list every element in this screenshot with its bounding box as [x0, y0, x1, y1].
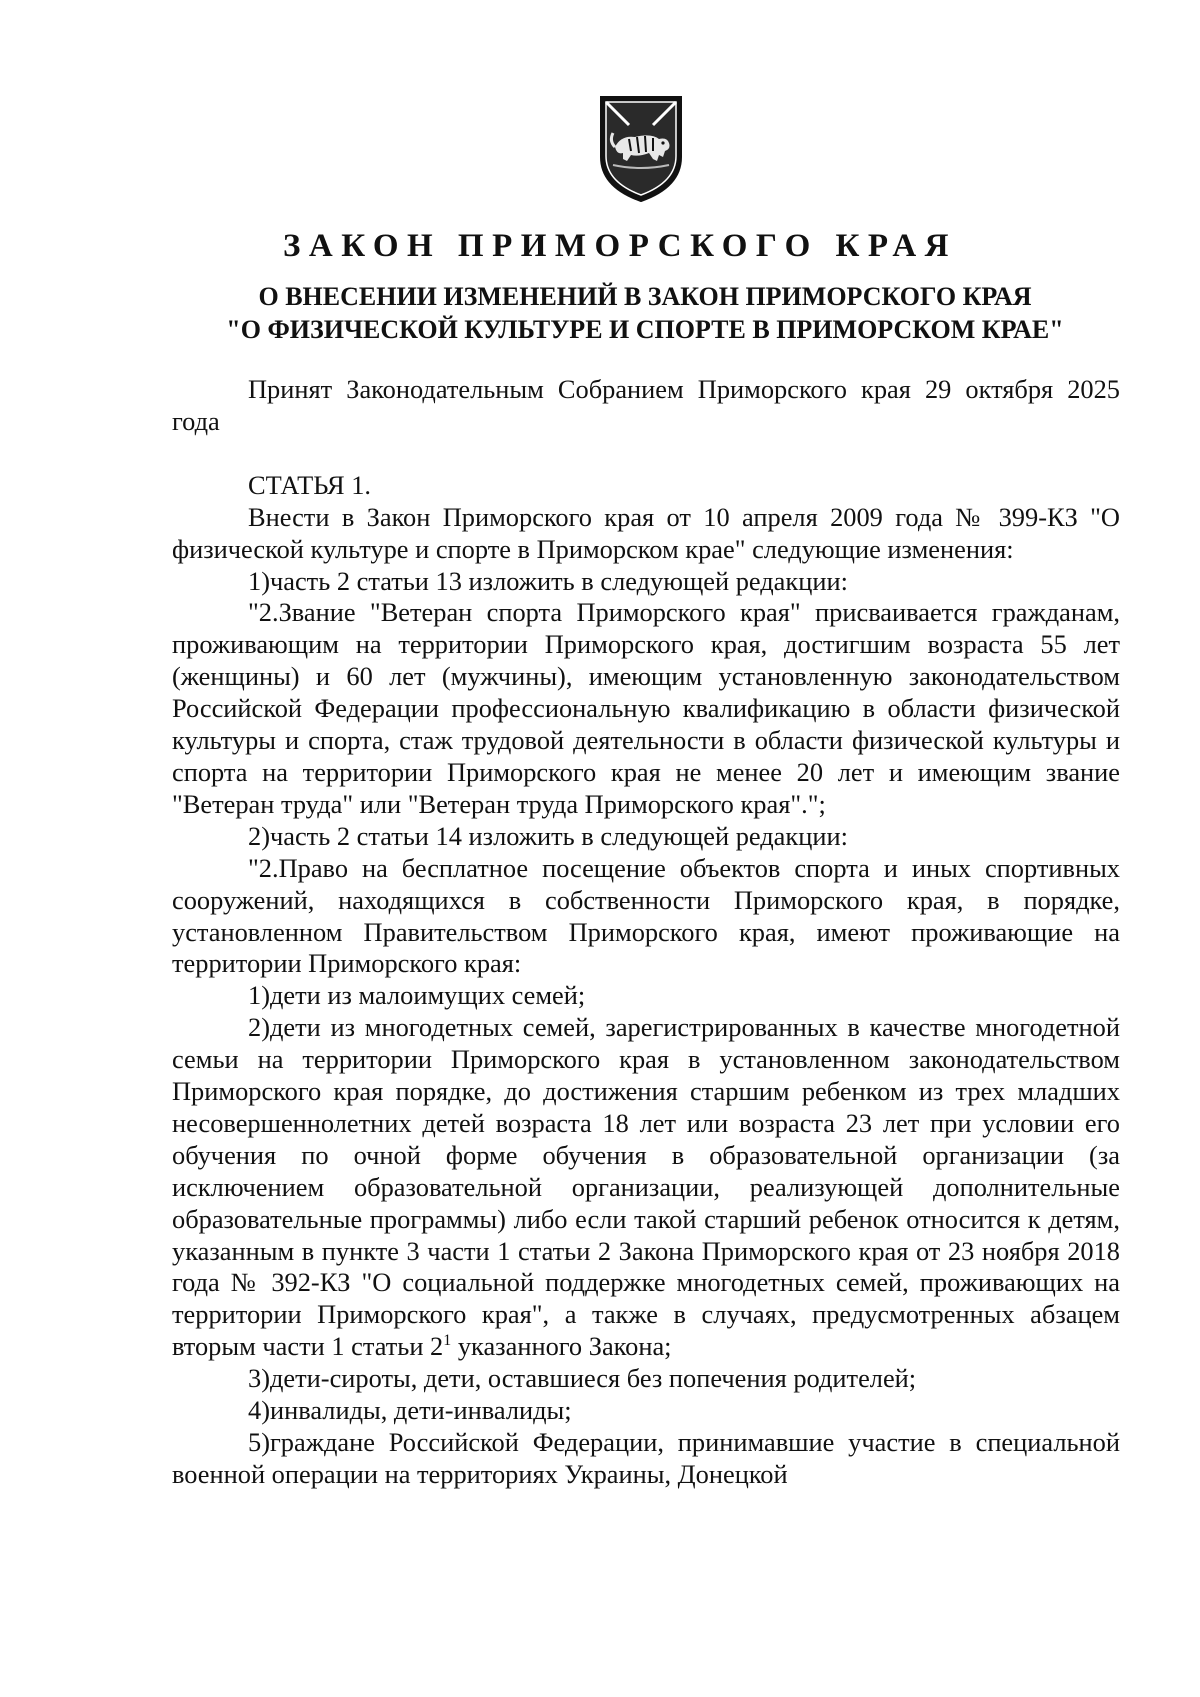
subitem-2-text: 2)дети из многодетных семей, зарегистрированных в качестве многодетной семьи на территории Приморского края в установленном законодательством Приморского края порядке, до достижения старшим ребенком из трех младших несовершеннолетних детей возраста 18 лет или возраста 23 лет при условии его обучения по очной форме обучения в образовательной организации (за исключением образовательной организации, реализующей дополнительные образовательные программы) либо если такой старший ребенок относится к детям, указанным в пункте 3 части 1 статьи 2 Закона Приморского края от 23 ноября 2018 года № 392-КЗ "О социальной поддержке многодетных семей, проживающих на территории Приморского края", а также в случаях, предусмотренных абзацем вторым части 1 статьи 2 [172, 1012, 1120, 1362]
subitem-2-tail: указанного Закона; [451, 1331, 672, 1362]
subtitle-line-1: О ВНЕСЕНИИ ИЗМЕНЕНИЙ В ЗАКОН ПРИМОРСКОГО КРАЯ [258, 282, 1032, 311]
subitem-4: 4)инвалиды, дети-инвалиды; [248, 1395, 572, 1426]
subitem-5: 5)граждане Российской Федерации, принимавшие участие в специальной военной операции на территориях Украины, Донецкой [172, 1427, 1120, 1489]
item-2-text: "2.Право на бесплатное посещение объектов спорта и иных спортивных сооружений, находящихся в собственности Приморского края, в порядке, установленном Правительством Приморского края, имеют проживающие на территории Приморского края: [172, 852, 1120, 979]
subitem-3: 3)дети-сироты, дети, оставшиеся без попечения родителей; [248, 1363, 917, 1394]
subitem-2 [172, 1012, 1120, 1363]
subtitle-line-2: "О ФИЗИЧЕСКОЙ КУЛЬТУРЕ И СПОРТЕ В ПРИМОРСКОМ КРАЕ" [226, 315, 1064, 344]
subitem-1: 1)дети из малоимущих семей; [248, 980, 586, 1011]
coat-of-arms [599, 95, 683, 203]
item-1: 1)часть 2 статьи 13 изложить в следующей редакции: [248, 565, 848, 596]
item-2: 2)часть 2 статьи 14 изложить в следующей редакции: [248, 820, 848, 851]
item-1-text: "2.Звание "Ветеран спорта Приморского края" присваивается гражданам, проживающим на территории Приморского края, достигшим возраста 55 лет (женщины) и 60 лет (мужчины), имеющим установленную законодательством Российской Федерации профессиональную квалификацию в области физической культуры и спорта, стаж трудовой деятельности в области физической культуры и спорта на территории Приморского края не менее 20 лет и имеющим звание "Ветеран труда" или "Ветеран труда Приморского края"."; [172, 597, 1120, 819]
law-title: ЗАКОН ПРИМОРСКОГО КРАЯ [282, 228, 958, 264]
article-intro: Внести в Закон Приморского края от 10 апреля 2009 года № 399-КЗ "О физической культуре и спорте в Приморском крае" следующие изменения: [172, 501, 1120, 564]
document-body [172, 374, 1120, 1491]
superscript-1: 1 [443, 1332, 452, 1350]
adoption-note: Принят Законодательным Собранием Приморского края 29 октября 2025 года [172, 374, 1120, 436]
article-heading: СТАТЬЯ 1. [248, 469, 372, 500]
primorsky-krai-coat-of-arms-icon [599, 95, 683, 203]
